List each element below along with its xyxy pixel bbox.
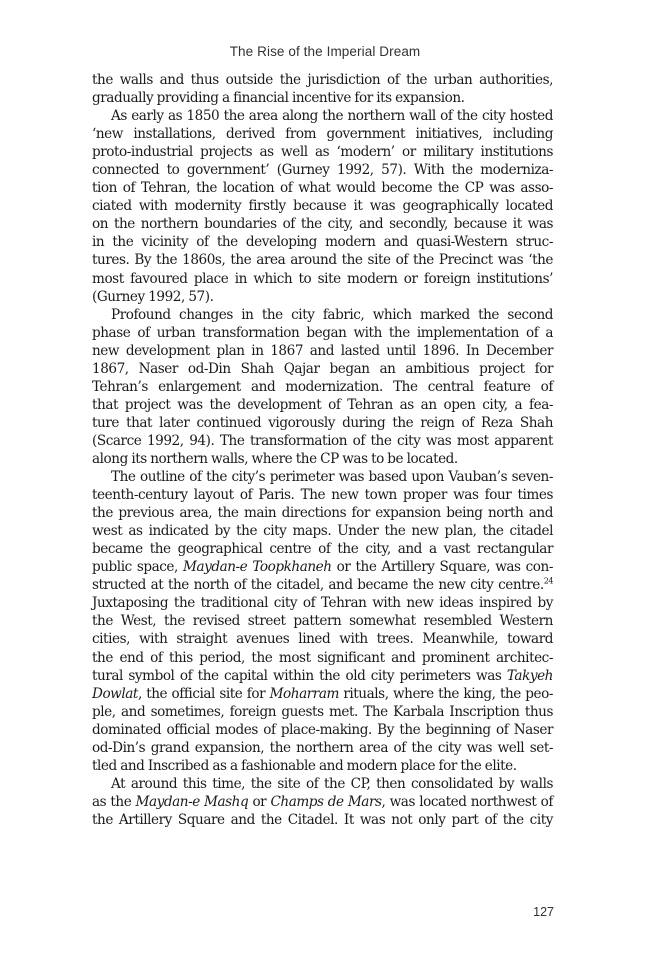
text-line: [92, 161, 553, 179]
text-line: [92, 324, 553, 342]
text-line: [92, 125, 553, 143]
line-text: most favoured place in which to site modern or foreign institutions’: [92, 270, 553, 287]
text-line: [92, 288, 553, 306]
italic-term: Maydan-e Mashq: [135, 793, 249, 810]
line-text: west as indicated by the city maps. Under the new plan, the citadel: [92, 523, 553, 540]
text-line: [92, 757, 553, 775]
line-text: tures. By the 1860s, the area around the site of the Precinct was ‘the: [92, 252, 553, 269]
text-line: [92, 594, 553, 612]
footnote-marker: 24: [543, 576, 553, 586]
text-line: [92, 721, 553, 739]
line-text: od-Din’s grand expansion, the northern area of the city was well set-: [92, 739, 553, 756]
text-line: [92, 576, 553, 594]
text-line: [92, 360, 553, 378]
line-text: ple, and sometimes, foreign guests met. The Karbala Inscription thus: [92, 703, 553, 720]
line-text: the end of this period, the most significant and prominent architec-: [92, 649, 553, 666]
line-text: proto-industrial projects as well as ‘modern’ or military institutions: [92, 144, 553, 161]
italic-term: Maydan-e Toopkhaneh: [182, 559, 332, 576]
text-line: [92, 414, 553, 432]
text-line: [92, 468, 553, 486]
text-line: [92, 197, 553, 215]
running-header: The Rise of the Imperial Dream: [229, 44, 421, 59]
line-text: 1867, Naser od-Din Shah Qajar began an ambitious project for: [92, 360, 553, 377]
line-text: , was located northwest of: [381, 793, 553, 810]
text-line: [92, 612, 553, 630]
line-text: At around this time, the site of the CP, then consolidated by walls: [111, 775, 553, 792]
text-line: [92, 450, 553, 468]
text-line: [92, 270, 553, 288]
line-text: Profound changes in the city fabric, which marked the second: [111, 306, 553, 323]
line-text: the West, the revised street pattern somewhat resembled Western: [92, 613, 553, 630]
line-text: The outline of the city’s perimeter was based upon Vauban’s seven-: [111, 469, 553, 486]
text-line: [92, 71, 553, 89]
line-text: As early as 1850 the area along the northern wall of the city hosted: [111, 108, 553, 125]
line-text: tled and Inscribed as a fashionable and modern place for the elite.: [92, 757, 517, 774]
text-line: [92, 775, 553, 793]
text-line: [92, 432, 553, 450]
italic-term: Takyeh: [506, 667, 553, 684]
line-text: phase of urban transformation began with the implementation of a: [92, 324, 553, 341]
line-text: ciated with modernity firstly because it was geographically located: [92, 198, 553, 215]
line-text: teenth-century layout of Paris. The new town proper was four times: [92, 487, 553, 504]
line-text: or the Artillery Square, was con-: [331, 559, 553, 576]
line-text: public space,: [92, 559, 183, 576]
line-text: ture that later continued vigorously during the reign of Reza Shah: [92, 414, 553, 431]
line-text: dominated official modes of place-making. By the beginning of Naser: [92, 721, 553, 738]
line-text: on the northern boundaries of the city, and secondly, because it was: [92, 216, 553, 233]
text-line: [92, 793, 553, 811]
text-line: [92, 378, 553, 396]
text-line: [92, 342, 553, 360]
text-line: [92, 306, 553, 324]
line-text: became the geographical centre of the city, and a vast rectangular: [92, 541, 553, 558]
text-line: [92, 233, 553, 251]
text-line: [92, 522, 553, 540]
italic-term: Moharram: [269, 685, 339, 702]
line-text: Juxtaposing the traditional city of Tehran with new ideas inspired by: [92, 595, 553, 612]
line-text: in the vicinity of the developing modern and quasi-Western struc-: [92, 234, 553, 251]
line-text: structed at the north of the citadel, and became the new city centre.: [92, 577, 544, 594]
page-number: 127: [533, 905, 554, 919]
line-text: rituals, where the king, the peo-: [338, 685, 553, 702]
text-line: [92, 739, 553, 757]
text-line: [92, 504, 553, 522]
text-line: [92, 649, 553, 667]
text-line: [92, 215, 553, 233]
text-line: [92, 703, 553, 721]
body-text: [92, 71, 553, 829]
line-text: along its northern walls, where the CP was to be located.: [92, 450, 458, 467]
line-text: new development plan in 1867 and lasted until 1896. In December: [92, 342, 553, 359]
line-text: gradually providing a financial incentive for its expansion.: [92, 90, 465, 107]
text-line: [92, 558, 553, 576]
line-text: (Scarce 1992, 94). The transformation of the city was most apparent: [92, 432, 553, 449]
line-text: that project was the development of Tehran as an open city, a fea-: [92, 396, 553, 413]
line-text: Tehran’s enlargement and modernization. The central feature of: [92, 378, 553, 395]
text-line: [92, 179, 553, 197]
line-text: tural symbol of the capital within the old city perimeters was: [92, 667, 507, 684]
line-text: (Gurney 1992, 57).: [92, 288, 214, 305]
text-line: [92, 667, 553, 685]
text-line: [92, 540, 553, 558]
text-line: [92, 685, 553, 703]
line-text: ‘new installations, derived from government initiatives, including: [92, 126, 553, 143]
line-text: tion of Tehran, the location of what would become the CP was asso-: [92, 180, 553, 197]
italic-term: Champs de Mars: [270, 793, 382, 810]
line-text: as the: [92, 793, 136, 810]
text-line: [92, 396, 553, 414]
text-line: [92, 107, 553, 125]
text-line: [92, 630, 553, 648]
text-line: [92, 486, 553, 504]
italic-term: Dowlat: [92, 685, 138, 702]
line-text: cities, with straight avenues lined with trees. Meanwhile, toward: [92, 631, 553, 648]
line-text: the walls and thus outside the jurisdiction of the urban authorities,: [92, 72, 553, 88]
text-line: [92, 251, 553, 269]
text-line: [92, 811, 553, 829]
text-line: [92, 89, 553, 107]
line-text: or: [248, 793, 271, 810]
line-text: , the official site for: [137, 685, 270, 702]
text-line: [92, 143, 553, 161]
line-text: the Artillery Square and the Citadel. It was not only part of the city: [92, 811, 553, 828]
line-text: the previous area, the main directions for expansion being north and: [92, 505, 553, 522]
line-text: connected to government’ (Gurney 1992, 57). With the moderniza-: [92, 162, 553, 179]
